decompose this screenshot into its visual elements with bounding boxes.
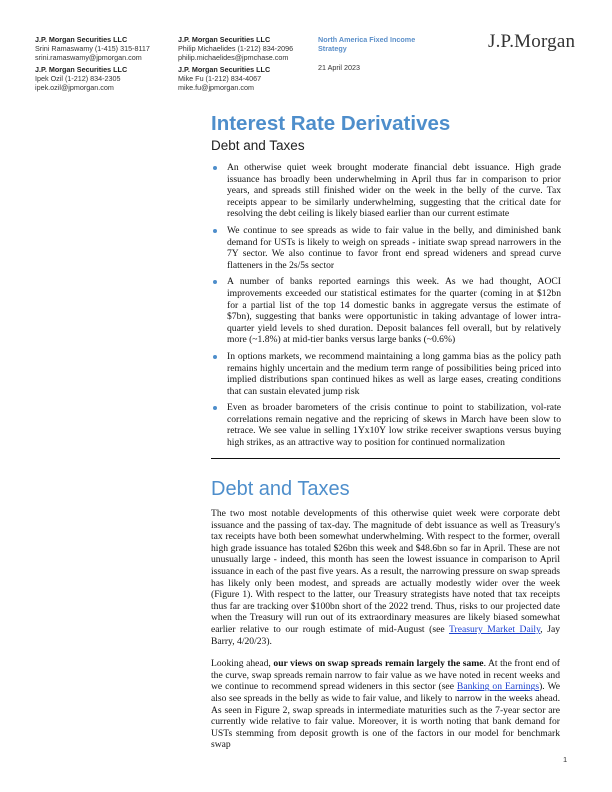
section-divider [211, 458, 560, 459]
bullet-icon [213, 406, 217, 410]
section-heading: Debt and Taxes [211, 478, 350, 500]
contact [35, 65, 150, 92]
bullet-item [211, 351, 561, 397]
contact-name-phone: Philip Michaelides (1-212) 834-2096 [178, 44, 294, 53]
page-number: 1 [563, 755, 568, 764]
jpmorgan-logo: J.P.Morgan [488, 31, 576, 52]
paragraph-bold-text: our views on swap spreads remain largely the same [273, 658, 484, 670]
bullet-item [211, 402, 561, 448]
contact-firm: J.P. Morgan Securities LLC [35, 35, 128, 44]
summary-bullets [211, 162, 561, 454]
paragraph-text: The two most notable developments of this otherwise quiet week were corporate debt issuance and the passing of tax-day. The magnitude of debt issuance as well as Treasury's tax receipts have both been somewhat underwhelming. With respect to the former, overall high grade issuance has totaled $26bn this week and $48.6bn so far in April. These are not unusually large - indeed, this month has seen the lowest issuance in comparison to April issuance in each of the past five years. As a result, the narrowing pressure on swap spreads has likely only been modest, and spreads are actually modestly wider over the week (Figure 1). With respect to the latter, our Treasury strategists have noted that tax receipts thus far are tracking over $100bn short of the 2022 trend. Thus, risks to our projected date when the Treasury will run out of its extraordinary measures are likely biased somewhat earlier relative to our rough estimate of mid-August (see [211, 508, 560, 635]
contact-name-phone: Mike Fu (1-212) 834-4067 [178, 74, 262, 83]
contact-name-phone: Srini Ramaswamy (1-415) 315-8117 [35, 44, 150, 53]
contacts-left [35, 35, 150, 95]
paragraph [211, 658, 560, 751]
contact-email[interactable]: philip.michaelides@jpmchase.com [178, 53, 289, 62]
contacts-right [178, 35, 293, 95]
report-title: Interest Rate Derivatives [211, 112, 451, 135]
contact [35, 35, 150, 62]
section-body [211, 508, 560, 762]
paragraph-text: ). We also see spreads in the belly as wide to fair value, and likely to narrow in the weeks ahead. As seen in Figure 2, swap spreads in intermediate maturities such as the 7-year sector are currently wide relative to fair value. Moreover, it is worth noting that bank demand for USTs stemming from deposit growth is one of the factors in our model for benchmark swap [211, 681, 560, 751]
contact-email[interactable]: mike.fu@jpmorgan.com [178, 83, 255, 92]
bullet-text: Even as broader barometers of the crisis continue to point to stabilization, vol-rate correlations remain negative and the repricing of skews in March have been slow to retrace. We see value in selling 1Yx10Y low strike receiver swaptions versus buying high strikes, as an attractive way to position for continued normalization [227, 402, 561, 449]
bullet-icon [213, 166, 217, 170]
contact-name-phone: Ipek Ozil (1-212) 834-2305 [35, 74, 121, 83]
treasury-market-daily-link[interactable]: Treasury Market Daily [448, 623, 541, 635]
contact-email[interactable]: srini.ramaswamy@jpmorgan.com [35, 53, 142, 62]
bullet-icon [213, 229, 217, 233]
bullet-item [211, 276, 561, 346]
paragraph-text: Looking ahead, [211, 658, 274, 670]
report-subtitle: Debt and Taxes [211, 138, 305, 153]
bullet-text: In options markets, we recommend maintaining a long gamma bias as the policy path remains highly uncertain and the medium term range of possibilities being priced into implied distributions span continued hikes as well as large eases, creating conditions that can sustain elevated jump risk [227, 350, 561, 397]
bullet-text: A number of banks reported earnings this week. As we had thought, AOCI improvements exceeded our statistical estimates for the quarter (coming in at $12bn for a partial list of the top 14 domestic banks in aggregate versus the estimate of $7bn), suggesting that banks were opportunistic in taking advantage of lower intra-quarter yield levels to shed duration. Deposit balances fell overall, but by relatively more (~1.8%) at mid-tier banks versus large banks (~0.6%) [227, 276, 561, 346]
contact-email[interactable]: ipek.ozil@jpmorgan.com [35, 83, 114, 92]
paragraph-text: , Jay Barry, 4/20/23). [211, 623, 560, 647]
bullet-text: We continue to see spreads as wide to fair value in the belly, and diminished bank demand for USTs is likely to weigh on spreads - initiate swap spread narrowers in the 7Y sector. We also continue to favor front end spread wideners and spread curve flatteners in the 2s/5s sector [227, 224, 561, 271]
bullet-item [211, 225, 561, 271]
paragraph [211, 508, 560, 647]
strategy-label: North America Fixed Income Strategy [318, 35, 416, 53]
contact [178, 35, 293, 62]
contact [178, 65, 293, 92]
contact-firm: J.P. Morgan Securities LLC [178, 35, 271, 44]
contact-firm: J.P. Morgan Securities LLC [178, 65, 271, 74]
contact-firm: J.P. Morgan Securities LLC [35, 65, 128, 74]
bullet-text: An otherwise quiet week brought moderate financial debt issuance. High grade issuance has broadly been underwhelming in April thus far in comparison to prior years, and spreads still finished wider on the week in the belly of the curve. Tax receipts appear to be similarly underwhelming, suggesting that the critical date for resolving the debt ceiling is likely biased earlier than our current estimate [227, 162, 561, 220]
bullet-item [211, 162, 561, 220]
report-date: 21 April 2023 [318, 63, 360, 72]
paragraph-text: . At the front end of the curve, swap spreads remain narrow to fair value as we have noted in recent weeks and we continue to recommend spread wideners in this sector (see [211, 658, 561, 693]
banking-on-earnings-link[interactable]: Banking on Earnings [456, 681, 540, 693]
bullet-icon [213, 280, 217, 284]
bullet-icon [213, 355, 217, 359]
